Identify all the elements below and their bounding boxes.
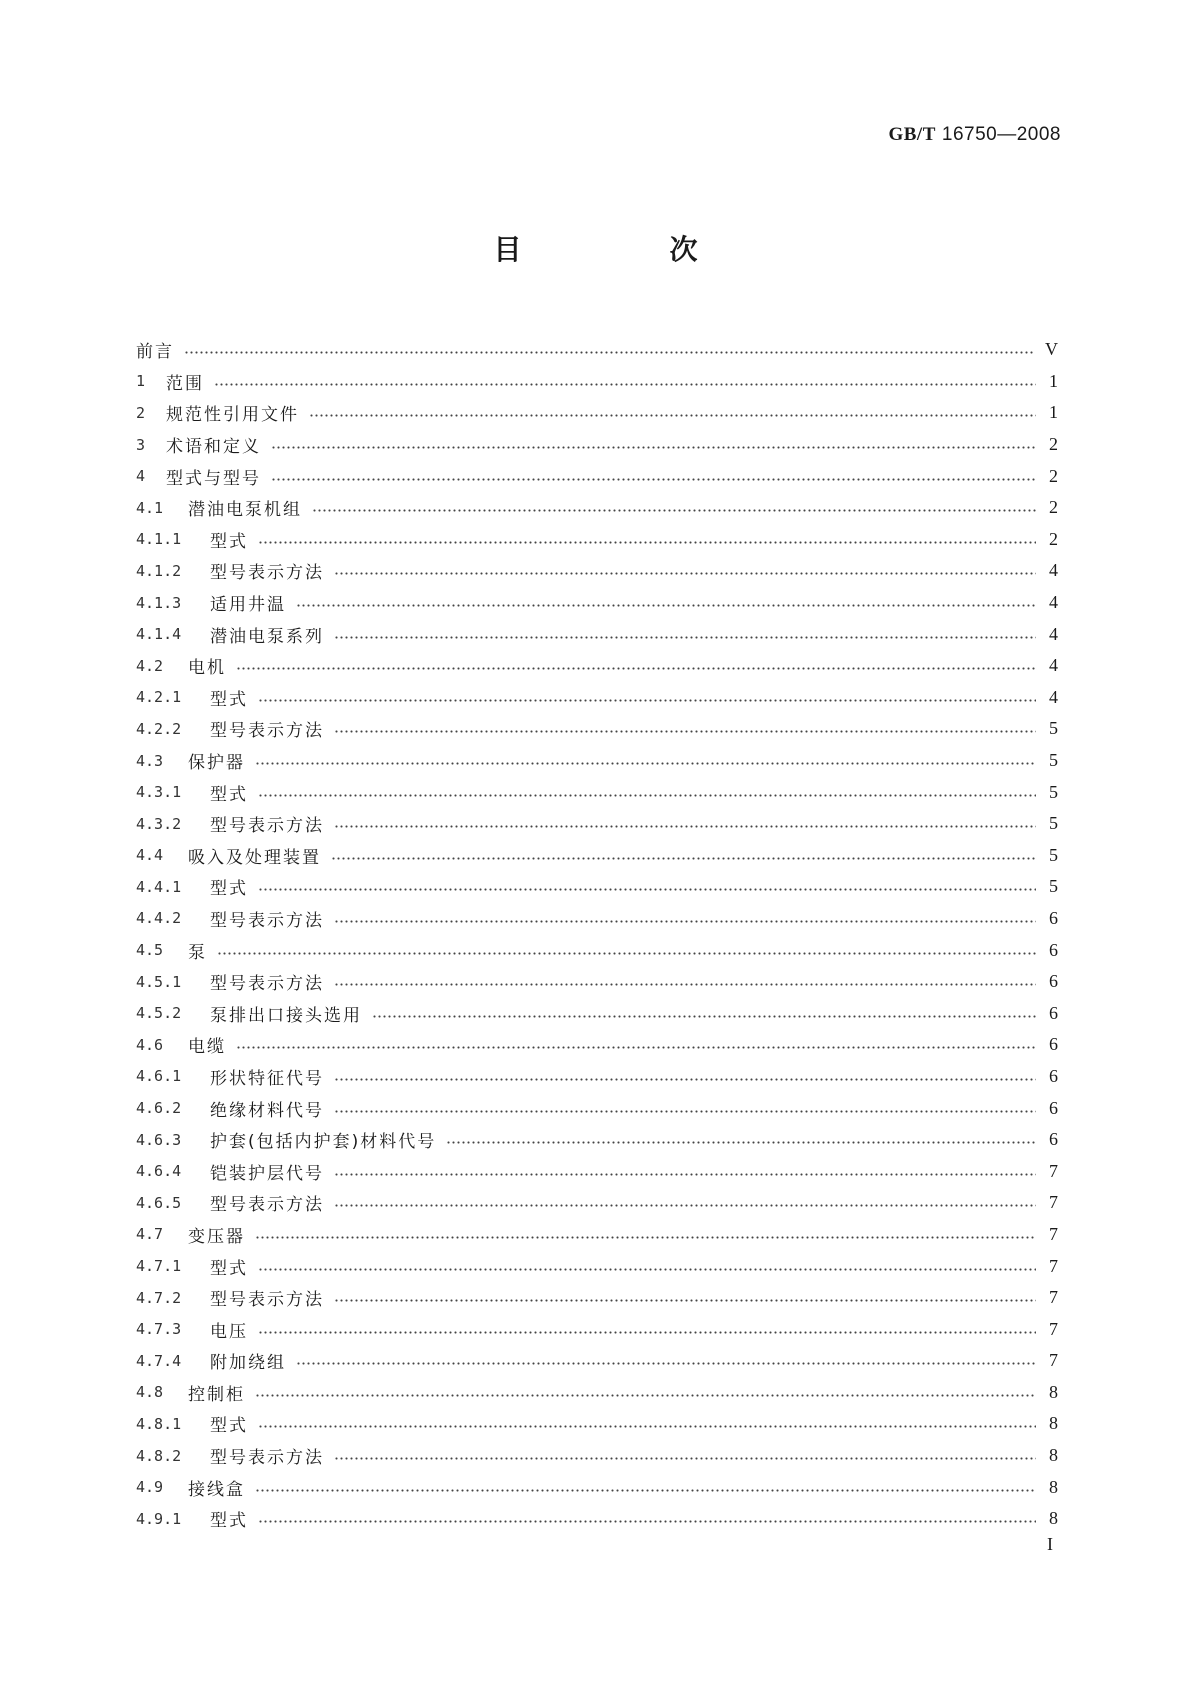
dot-leader [258, 541, 1036, 544]
toc-entry-page: 6 [1049, 939, 1058, 960]
toc-entry-title: 电缆 [188, 1037, 226, 1058]
toc-entry[interactable] [136, 1155, 1058, 1187]
dot-leader [258, 1268, 1036, 1271]
toc-entry-number: 3 [136, 435, 146, 454]
toc-entry-page: 6 [1049, 1129, 1058, 1150]
toc-entry-page: 1 [1049, 370, 1058, 391]
toc-entry-number: 4.4.2 [136, 909, 182, 928]
toc-entry[interactable] [136, 1219, 1058, 1251]
toc-entry-page: 7 [1049, 1318, 1058, 1339]
dot-leader [334, 1299, 1036, 1302]
dot-leader [446, 1141, 1036, 1144]
toc-entry[interactable] [136, 429, 1058, 461]
toc-entry-title: 型号表示方法 [210, 1448, 324, 1469]
toc-entry-page: 7 [1049, 1350, 1058, 1371]
toc-entry-page: 6 [1049, 1097, 1058, 1118]
toc-entry-number: 4.3.2 [136, 814, 182, 833]
toc-entry-number: 4.1.2 [136, 561, 182, 580]
toc-entry-number: 4.8.2 [136, 1446, 182, 1465]
toc-entry-page: 5 [1049, 844, 1058, 865]
toc-entry-number: 4.7.1 [136, 1257, 182, 1276]
toc-entry-number: 4.6.1 [136, 1067, 182, 1086]
dot-leader [255, 1394, 1036, 1397]
toc-entry-number: 4.2.1 [136, 688, 182, 707]
toc-entry-number: 4.1.4 [136, 625, 182, 644]
standard-number: 16750—2008 [941, 124, 1061, 145]
toc-entry[interactable] [136, 1029, 1058, 1061]
toc-entry-number: 4.9.1 [136, 1509, 182, 1528]
toc-entry-title: 附加绕组 [210, 1353, 286, 1374]
toc-entry-title: 型式 [210, 531, 248, 552]
toc-entry-title: 铠装护层代号 [210, 1163, 324, 1184]
toc-entry-title: 适用井温 [210, 595, 286, 616]
dot-leader [334, 572, 1036, 575]
dot-leader [258, 1520, 1036, 1523]
toc-entry-page: 1 [1049, 402, 1058, 423]
toc-entry-page: 4 [1049, 560, 1058, 581]
dot-leader [258, 699, 1036, 702]
dot-leader [255, 762, 1036, 765]
toc-entry-page: 6 [1049, 1002, 1058, 1023]
toc-entry-number: 4.6.2 [136, 1099, 182, 1118]
toc-entry-title: 泵 [188, 942, 207, 963]
toc-entry-title: 型式 [210, 1511, 248, 1532]
toc-entry-title: 型式 [210, 879, 248, 900]
standard-prefix: GB/T [888, 124, 936, 145]
toc-entry-page: 8 [1049, 1508, 1058, 1529]
toc-entry-title: 型号表示方法 [210, 1290, 324, 1311]
toc-entry-number: 4.7.2 [136, 1288, 182, 1307]
toc-entry[interactable] [136, 808, 1058, 840]
toc-entry-number: 4.6.5 [136, 1193, 182, 1212]
toc-entry-title: 绝缘材料代号 [210, 1100, 324, 1121]
toc-entry-title: 控制柜 [188, 1384, 245, 1405]
toc-entry[interactable] [136, 682, 1058, 714]
toc-entry-title: 潜油电泵系列 [210, 626, 324, 647]
toc-entry-number: 4.6.3 [136, 1130, 182, 1149]
toc-entry-number: 4 [136, 467, 146, 486]
dot-leader [255, 1489, 1036, 1492]
standard-code [888, 124, 1061, 146]
toc-entry-title: 变压器 [188, 1226, 245, 1247]
toc-entry-page: 6 [1049, 971, 1058, 992]
toc-entry-number: 4.8 [136, 1383, 164, 1402]
toc-entry[interactable] [136, 1124, 1058, 1156]
dot-leader [372, 1015, 1036, 1018]
dot-leader [255, 1236, 1036, 1239]
dot-leader [258, 794, 1036, 797]
toc-entry[interactable] [136, 1377, 1058, 1409]
toc-entry[interactable] [136, 397, 1058, 429]
dot-leader [309, 414, 1036, 417]
toc-entry-number: 2 [136, 403, 146, 422]
dot-leader [184, 351, 1035, 354]
toc-entry[interactable] [136, 1345, 1058, 1377]
toc-entry-page: 8 [1049, 1445, 1058, 1466]
toc-entry[interactable] [136, 366, 1058, 398]
toc-entry-number: 4.3 [136, 751, 164, 770]
toc-entry-title: 护套(包括内护套)材料代号 [210, 1132, 437, 1153]
toc-entry-number: 4.7.3 [136, 1320, 182, 1339]
toc-entry-page: 5 [1049, 813, 1058, 834]
toc-entry-number: 4.3.1 [136, 783, 182, 802]
toc-entry-number: 4.7 [136, 1225, 164, 1244]
dot-leader [271, 446, 1036, 449]
dot-leader [334, 1110, 1036, 1113]
toc-entry[interactable] [136, 966, 1058, 998]
toc-entry-number: 4.8.1 [136, 1414, 182, 1433]
toc-entry[interactable] [136, 492, 1058, 524]
dot-leader [258, 1425, 1036, 1428]
toc-entry[interactable] [136, 871, 1058, 903]
toc-entry-title: 型号表示方法 [210, 910, 324, 931]
toc-entry-page: 7 [1049, 1192, 1058, 1213]
toc-entry-title: 型号表示方法 [210, 721, 324, 742]
dot-leader [334, 983, 1036, 986]
dot-leader [334, 920, 1036, 923]
toc-entry-number: 4.1 [136, 498, 164, 517]
toc-entry-page: 2 [1049, 434, 1058, 455]
toc-entry-title: 型号表示方法 [210, 816, 324, 837]
toc-entry-page: 5 [1049, 718, 1058, 739]
toc-entry-title: 型式 [210, 1258, 248, 1279]
toc-entry-title: 潜油电泵机组 [188, 500, 302, 521]
toc-entry[interactable] [136, 460, 1058, 492]
toc-entry-number: 4.2.2 [136, 719, 182, 738]
toc-entry-title: 前言 [136, 342, 174, 363]
toc-entry-page: 8 [1049, 1381, 1058, 1402]
toc-entry-page: 7 [1049, 1160, 1058, 1181]
dot-leader [312, 509, 1036, 512]
toc-title: 目 次 [493, 233, 758, 266]
toc-entry[interactable] [136, 1440, 1058, 1472]
dot-leader [258, 1331, 1036, 1334]
toc-entry-title: 术语和定义 [166, 437, 261, 458]
toc-entry[interactable] [136, 1313, 1058, 1345]
toc-entry[interactable] [136, 713, 1058, 745]
toc-entry-page: 2 [1049, 465, 1058, 486]
toc-entry-page: 8 [1049, 1476, 1058, 1497]
toc-entry-number: 4.2 [136, 656, 164, 675]
dot-leader [334, 730, 1036, 733]
toc-entry[interactable] [136, 1408, 1058, 1440]
toc-entry-title: 保护器 [188, 753, 245, 774]
toc-entry-page: 4 [1049, 686, 1058, 707]
dot-leader [334, 1173, 1036, 1176]
toc-entry-page: V [1045, 339, 1058, 360]
toc-entry-page: 6 [1049, 907, 1058, 928]
toc-entry[interactable] [136, 776, 1058, 808]
toc-entry-page: 6 [1049, 1034, 1058, 1055]
toc-entry[interactable] [136, 618, 1058, 650]
toc-entry-title: 形状特征代号 [210, 1068, 324, 1089]
toc-entry[interactable] [136, 903, 1058, 935]
toc-entry-number: 4.4 [136, 846, 164, 865]
dot-leader [296, 1362, 1036, 1365]
dot-leader [214, 383, 1036, 386]
toc-entry[interactable] [136, 1282, 1058, 1314]
dot-leader [236, 667, 1036, 670]
toc-entry-title: 泵排出口接头选用 [210, 1005, 362, 1026]
toc-entry-title: 型式 [210, 1416, 248, 1437]
toc-entry-title: 型式 [210, 784, 248, 805]
dot-leader [296, 604, 1036, 607]
toc-entry[interactable] [136, 334, 1058, 366]
toc-entry[interactable] [136, 1250, 1058, 1282]
toc-entry[interactable] [136, 587, 1058, 619]
toc-entry-number: 4.6 [136, 1035, 164, 1054]
toc-entry-title: 型式 [210, 689, 248, 710]
toc-entry-number: 4.1.1 [136, 530, 182, 549]
toc-entry[interactable] [136, 934, 1058, 966]
toc-entry[interactable] [136, 650, 1058, 682]
toc-entry-number: 4.5.1 [136, 972, 182, 991]
toc-entry-number: 4.4.1 [136, 877, 182, 896]
toc-entry-page: 8 [1049, 1413, 1058, 1434]
dot-leader [334, 1078, 1036, 1081]
toc-entry-title: 型号表示方法 [210, 563, 324, 584]
toc-entry-number: 4.9 [136, 1478, 164, 1497]
toc-entry-title: 型号表示方法 [210, 974, 324, 995]
dot-leader [217, 952, 1036, 955]
toc-entry-title: 范围 [166, 373, 204, 394]
toc-entry-page: 2 [1049, 528, 1058, 549]
toc-entry-number: 4.6.4 [136, 1162, 182, 1181]
toc-entry-page: 7 [1049, 1255, 1058, 1276]
toc-entry[interactable] [136, 1187, 1058, 1219]
toc-entry-number: 4.5 [136, 941, 164, 960]
toc-entry-number: 4.1.3 [136, 593, 182, 612]
toc-entry-title: 接线盒 [188, 1479, 245, 1500]
dot-leader [334, 636, 1036, 639]
toc-entry[interactable] [136, 524, 1058, 556]
toc-entry-number: 1 [136, 372, 146, 391]
toc-entry-page: 5 [1049, 750, 1058, 771]
toc-entry-title: 电压 [210, 1321, 248, 1342]
toc-entry-page: 5 [1049, 876, 1058, 897]
toc-entry[interactable] [136, 1061, 1058, 1093]
toc-entry[interactable] [136, 745, 1058, 777]
toc-entry-title: 规范性引用文件 [166, 405, 299, 426]
dot-leader [331, 857, 1036, 860]
toc-entry-page: 4 [1049, 623, 1058, 644]
toc-entry-title: 型号表示方法 [210, 1195, 324, 1216]
toc-entry-page: 2 [1049, 497, 1058, 518]
dot-leader [236, 1046, 1036, 1049]
toc-entry[interactable] [136, 840, 1058, 872]
toc-entry-page: 5 [1049, 781, 1058, 802]
toc-entry[interactable] [136, 1092, 1058, 1124]
toc-entry-number: 4.5.2 [136, 1004, 182, 1023]
toc-entry[interactable] [136, 555, 1058, 587]
toc-entry[interactable] [136, 1471, 1058, 1503]
toc-entry[interactable] [136, 997, 1058, 1029]
dot-leader [334, 825, 1036, 828]
toc-entry[interactable] [136, 1503, 1058, 1535]
toc-entry-title: 吸入及处理装置 [188, 847, 321, 868]
toc-entry-page: 6 [1049, 1065, 1058, 1086]
table-of-contents [136, 334, 1058, 1535]
page-number: I [1047, 1534, 1053, 1554]
dot-leader [334, 1204, 1036, 1207]
toc-entry-page: 7 [1049, 1223, 1058, 1244]
toc-entry-number: 4.7.4 [136, 1351, 182, 1370]
dot-leader [271, 478, 1036, 481]
dot-leader [258, 888, 1036, 891]
toc-entry-page: 4 [1049, 592, 1058, 613]
dot-leader [334, 1457, 1036, 1460]
toc-entry-title: 型式与型号 [166, 468, 261, 489]
toc-entry-page: 4 [1049, 655, 1058, 676]
toc-entry-title: 电机 [188, 658, 226, 679]
toc-entry-page: 7 [1049, 1287, 1058, 1308]
